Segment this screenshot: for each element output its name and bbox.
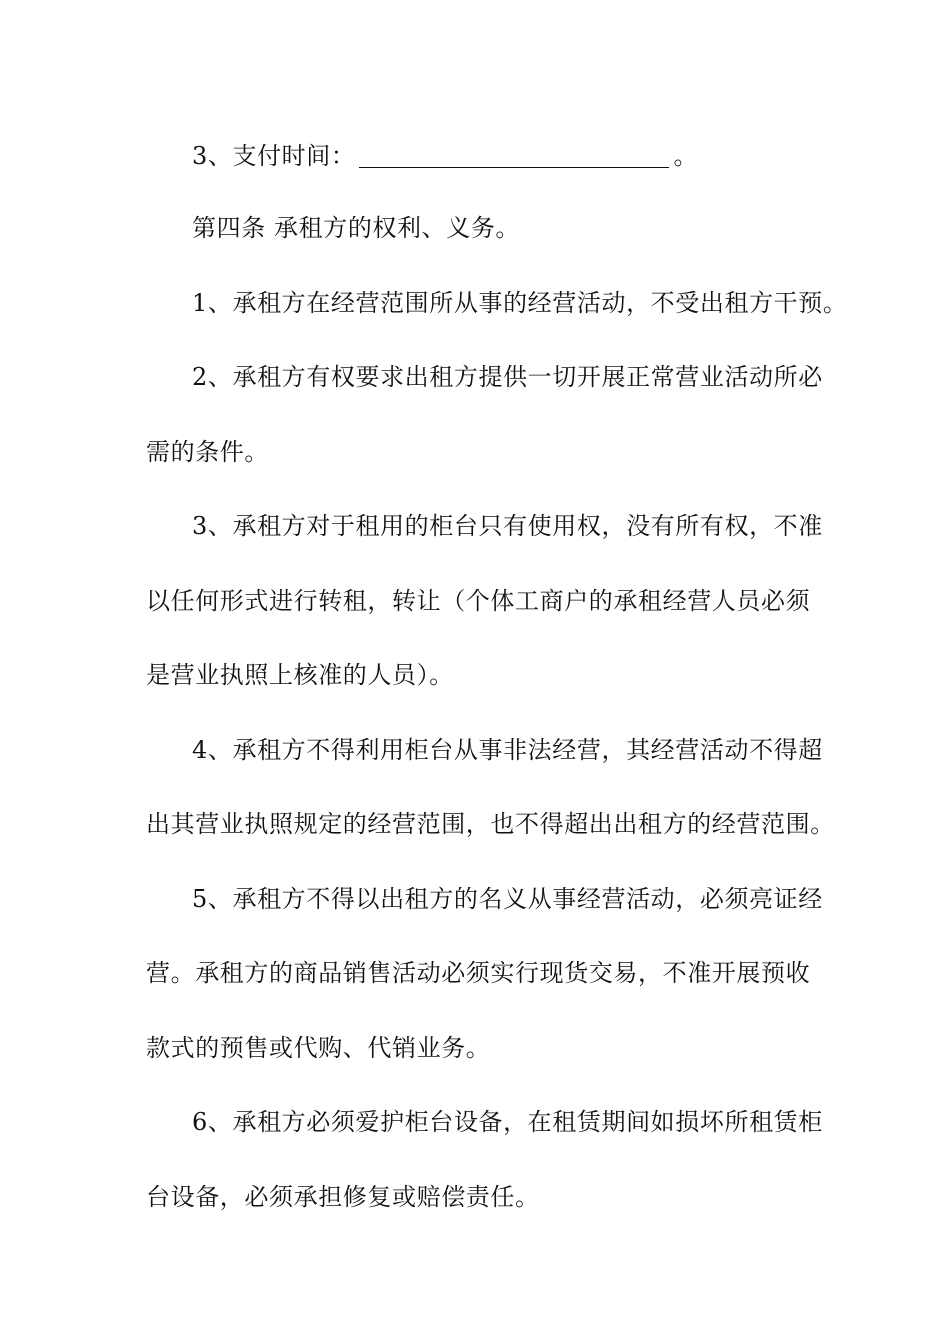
clause-5-line-1: 5、承租方不得以出租方的名义从事经营活动，必须亮证经	[192, 885, 823, 913]
clause-1-line-1: 1、承租方在经营范围所从事的经营活动，不受出租方干预。	[192, 289, 848, 317]
clause-3-line-2: 以任何形式进行转租，转让（个体工商户的承租经营人员必须	[146, 587, 811, 615]
payment-time-suffix: 。	[673, 142, 699, 170]
clause-3-line-3: 是营业执照上核准的人员）。	[146, 661, 454, 689]
clause-4-line-1: 4、承租方不得利用柜台从事非法经营，其经营活动不得超	[192, 736, 823, 764]
clause-6-line-2: 台设备，必须承担修复或赔偿责任。	[146, 1183, 540, 1211]
clause-6-line-1: 6、承租方必须爱护柜台设备，在租赁期间如损坏所租赁柜	[192, 1108, 823, 1136]
clause-5-line-2: 营。承租方的商品销售活动必须实行现货交易，不准开展预收	[146, 959, 811, 987]
clause-3-line-1: 3、承租方对于租用的柜台只有使用权，没有所有权，不准	[192, 512, 823, 540]
clause-2-line-1: 2、承租方有权要求出租方提供一切开展正常营业活动所必	[192, 363, 823, 391]
payment-time-label: 3、支付时间：	[192, 142, 356, 170]
clause-2-line-2: 需的条件。	[146, 438, 269, 466]
clause-4-line-2: 出其营业执照规定的经营范围，也不得超出出租方的经营范围。	[146, 810, 835, 838]
clause-5-line-3: 款式的预售或代购、代销业务。	[146, 1034, 491, 1062]
payment-time-line	[192, 139, 832, 172]
article-title: 第四条 承租方的权利、义务。	[192, 214, 521, 242]
payment-time-blank	[359, 139, 669, 168]
